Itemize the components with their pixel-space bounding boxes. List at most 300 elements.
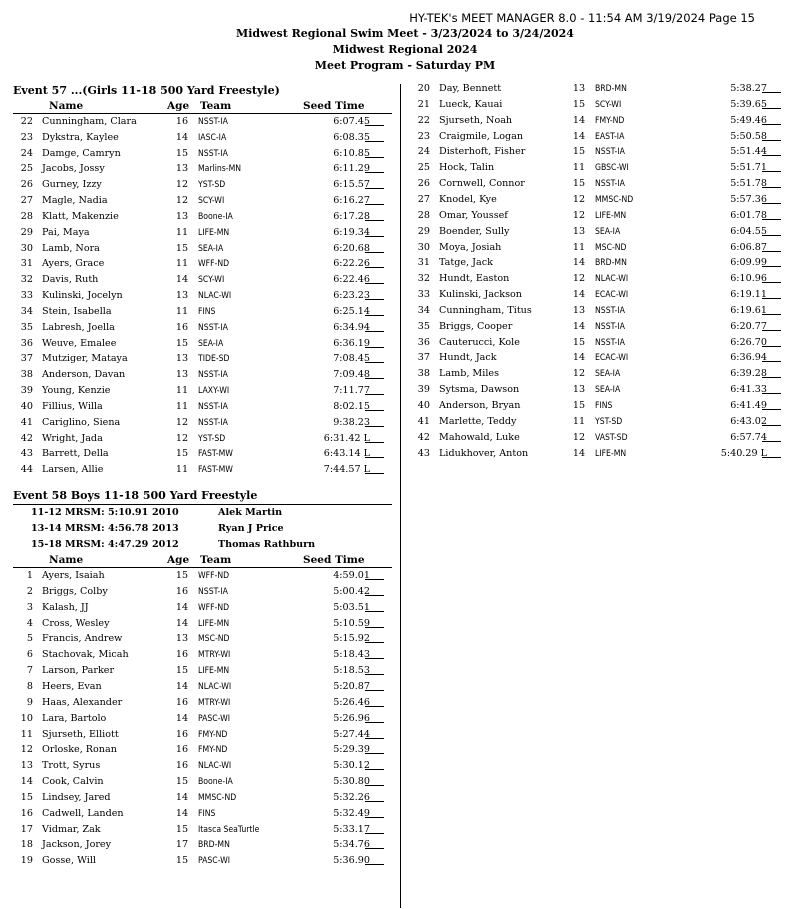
result-blank <box>762 208 781 220</box>
entry-number: 1 <box>26 570 33 581</box>
result-blank <box>762 144 781 156</box>
team-code: WFF-ND <box>198 571 230 581</box>
team-code: NLAC-WI <box>198 291 232 302</box>
table-row <box>9 161 394 177</box>
team-code: SEA-IA <box>198 243 224 254</box>
table-row <box>9 742 394 758</box>
swimmer-age: 14 <box>175 617 189 629</box>
result-blank <box>762 430 781 442</box>
table-row <box>9 774 394 790</box>
swimmer-age: 17 <box>175 839 189 851</box>
swimmer-name: Briggs, Colby <box>42 585 108 597</box>
entry-number: 31 <box>20 258 33 270</box>
team-code: NSST-IA <box>198 417 228 428</box>
result-blank <box>365 647 384 659</box>
seed-time: 7:08.45 <box>333 353 370 365</box>
seed-time: 5:20.87 <box>333 680 370 692</box>
entry-number: 37 <box>20 353 33 365</box>
team-code: MMSC-ND <box>595 194 634 205</box>
entry-number: 38 <box>20 369 33 381</box>
swimmer-name: Kalash, JJ <box>42 601 89 613</box>
result-blank <box>762 350 781 362</box>
seed-time: 5:49.46 <box>730 114 767 126</box>
table-row <box>406 271 791 287</box>
result-blank <box>365 742 384 754</box>
result-blank <box>762 113 781 125</box>
table-row <box>406 335 791 351</box>
entry-number: 34 <box>20 305 33 317</box>
team-code: FAST-MW <box>198 449 233 460</box>
seed-time: 5:51.44 <box>730 146 767 158</box>
table-row <box>9 272 394 288</box>
table-row <box>406 176 791 192</box>
swimmer-name: Lueck, Kauai <box>439 98 503 110</box>
table-row <box>406 319 791 335</box>
entry-number: 26 <box>20 179 33 191</box>
seed-time: 5:36.90 <box>333 855 370 867</box>
entry-number: 14 <box>20 776 33 788</box>
table-row <box>406 208 791 224</box>
seed-time: 6:16.27 <box>333 195 370 207</box>
swimmer-name: Labresh, Joella <box>42 321 115 333</box>
seed-time: 6:41.49 <box>730 400 767 411</box>
table-row <box>406 113 791 129</box>
result-blank <box>365 367 384 379</box>
swimmer-name: Pai, Maya <box>42 226 90 238</box>
meet-record <box>0 537 390 553</box>
swimmer-age: 14 <box>572 257 586 269</box>
entry-number: 43 <box>417 447 430 459</box>
table-row <box>406 430 791 446</box>
result-blank <box>762 240 781 252</box>
team-code: YST-SD <box>198 433 226 444</box>
swimmer-name: Kulinski, Jackson <box>439 289 522 301</box>
team-code: NSST-IA <box>198 322 228 333</box>
team-code: Boone-IA <box>198 777 233 788</box>
team-code: LAXY-WI <box>198 386 230 397</box>
entry-number: 2 <box>26 585 33 597</box>
swimmer-name: Mutziger, Mataya <box>42 353 128 365</box>
team-code: SCY-WI <box>198 196 225 207</box>
result-blank <box>762 97 781 109</box>
table-row <box>406 446 791 462</box>
table-row <box>9 256 394 272</box>
team-code: FAST-MW <box>198 465 233 476</box>
record-holder: Ryan J Price <box>218 523 284 534</box>
swimmer-age: 12 <box>572 209 586 221</box>
table-row <box>9 336 394 352</box>
entry-number: 9 <box>26 696 33 708</box>
col-age: Age <box>167 100 190 112</box>
col-name: Name <box>49 100 84 112</box>
record-time: 4:47.29 <box>108 539 149 550</box>
record-year: 2012 <box>152 539 179 550</box>
swimmer-age: 15 <box>175 337 189 349</box>
col-seed: Seed Time <box>303 100 365 112</box>
team-code: NSST-IA <box>198 148 228 159</box>
result-blank <box>365 336 384 348</box>
swimmer-name: Craigmile, Logan <box>439 130 524 142</box>
entry-number: 15 <box>20 791 33 803</box>
result-blank <box>762 81 781 93</box>
table-row <box>9 177 394 193</box>
result-blank <box>762 271 781 283</box>
col-age: Age <box>167 554 190 566</box>
entry-number: 30 <box>20 242 33 254</box>
swimmer-name: Hundt, Easton <box>439 273 510 285</box>
swimmer-age: 16 <box>175 649 189 661</box>
record-year: 2013 <box>152 523 179 534</box>
result-blank <box>365 161 384 173</box>
seed-time: 5:30.80 <box>333 776 370 788</box>
team-code: NSST-IA <box>198 370 228 381</box>
seed-time: 5:32.26 <box>333 791 370 803</box>
swimmer-name: Cunningham, Titus <box>439 304 532 316</box>
team-code: EAST-IA <box>595 131 625 142</box>
seed-time: 5:30.12 <box>333 760 370 772</box>
entry-number: 30 <box>417 241 430 253</box>
entry-number: 32 <box>417 273 430 285</box>
team-code: ECAC-WI <box>595 353 629 364</box>
swimmer-age: 12 <box>175 432 189 444</box>
seed-time: 5:27.44 <box>333 728 370 740</box>
entry-number: 13 <box>20 760 33 772</box>
swimmer-name: Cadwell, Landen <box>42 807 124 819</box>
swimmer-name: Omar, Youssef <box>439 209 508 221</box>
result-blank <box>762 414 781 426</box>
swimmer-name: Jacobs, Jossy <box>42 163 105 175</box>
table-row <box>406 81 791 97</box>
entry-number: 33 <box>20 290 33 302</box>
entry-number: 28 <box>417 209 430 221</box>
result-blank <box>365 193 384 205</box>
team-code: MTRY-WI <box>198 650 231 661</box>
swimmer-name: Lidukhover, Anton <box>439 447 529 459</box>
swimmer-name: Gosse, Will <box>42 855 96 867</box>
record-time: 5:10.91 <box>108 507 149 518</box>
team-code: SEA-IA <box>595 385 621 396</box>
team-code: FINS <box>198 306 216 317</box>
swimmer-name: Lamb, Miles <box>439 368 499 380</box>
team-code: SEA-IA <box>595 369 621 380</box>
seed-time: 6:43.14 L <box>323 448 370 460</box>
table-row <box>9 431 394 447</box>
column-divider <box>400 84 401 908</box>
seed-time: 6:11.29 <box>333 163 370 175</box>
swimmer-age: 14 <box>175 680 189 692</box>
result-blank <box>365 130 384 142</box>
entry-number: 6 <box>26 649 33 661</box>
swimmer-age: 16 <box>175 744 189 756</box>
team-code: LIFE-MN <box>198 227 230 238</box>
team-code: BRD-MN <box>595 258 627 269</box>
swimmer-age: 16 <box>175 321 189 333</box>
result-blank <box>762 176 781 188</box>
entry-number: 25 <box>417 162 430 174</box>
table-row <box>406 414 791 430</box>
team-code: NSST-IA <box>595 321 625 332</box>
swimmer-age: 13 <box>572 83 586 94</box>
team-code: IASC-IA <box>198 132 227 143</box>
result-blank <box>365 679 384 691</box>
entry-number: 7 <box>26 665 33 677</box>
swimmer-name: Cariglino, Siena <box>42 416 121 428</box>
swimmer-age: 14 <box>572 289 586 301</box>
swimmer-age: 16 <box>175 760 189 772</box>
seed-time: 5:10.59 <box>333 617 370 629</box>
swimmer-age: 15 <box>175 665 189 677</box>
team-code: GBSC-WI <box>595 163 629 174</box>
col-name: Name <box>49 554 84 566</box>
seed-time: 5:38.27 <box>730 83 767 94</box>
seed-time: 6:22.46 <box>333 274 370 286</box>
col-seed: Seed Time <box>303 554 365 566</box>
swimmer-age: 13 <box>175 633 189 645</box>
swimmer-name: Anderson, Bryan <box>439 400 521 411</box>
result-blank <box>365 272 384 284</box>
result-blank <box>762 335 781 347</box>
record-year: 2010 <box>152 507 179 518</box>
entry-number: 10 <box>20 712 33 724</box>
seed-time: 6:41.33 <box>730 384 767 396</box>
seed-time: 5:51.71 <box>730 162 767 174</box>
team-code: TIDE-SD <box>198 354 230 365</box>
table-row <box>9 695 394 711</box>
result-blank <box>365 446 384 458</box>
team-code: FMY-ND <box>198 729 228 740</box>
entry-number: 36 <box>20 337 33 349</box>
result-blank <box>762 160 781 172</box>
result-blank <box>365 774 384 786</box>
result-blank <box>762 382 781 394</box>
entry-number: 36 <box>417 336 430 348</box>
table-row <box>9 853 394 869</box>
swimmer-age: 13 <box>572 304 586 316</box>
col-team: Team <box>200 554 232 566</box>
record-holder: Thomas Rathburn <box>218 539 316 550</box>
seed-time: 6:26.70 <box>730 336 767 348</box>
swimmer-name: Briggs, Cooper <box>439 320 513 332</box>
result-blank <box>365 177 384 189</box>
table-row <box>406 255 791 271</box>
result-blank <box>762 366 781 378</box>
swimmer-name: Knodel, Kye <box>439 193 497 205</box>
seed-time: 6:22.26 <box>333 258 370 270</box>
seed-time: 6:17.28 <box>333 210 370 222</box>
swimmer-age: 13 <box>175 290 189 302</box>
table-row <box>9 146 394 162</box>
team-code: Marlins-MN <box>198 164 242 175</box>
result-blank <box>365 663 384 675</box>
table-row <box>9 679 394 695</box>
team-code: FMY-ND <box>198 745 228 756</box>
seed-time: 5:29.39 <box>333 744 370 756</box>
result-blank <box>365 114 384 126</box>
event-58-title: Event 58 Boys 11-18 500 Yard Freestyle <box>13 489 258 502</box>
swimmer-name: Sjurseth, Noah <box>439 114 513 126</box>
entry-number: 11 <box>20 728 33 740</box>
swimmer-age: 14 <box>175 601 189 613</box>
result-blank <box>365 600 384 612</box>
entry-number: 29 <box>20 226 33 238</box>
seed-time: 5:39.65 <box>730 98 767 110</box>
team-code: FINS <box>198 808 216 819</box>
entry-number: 42 <box>20 432 33 444</box>
team-code: MMSC-ND <box>198 792 237 803</box>
result-blank <box>762 303 781 315</box>
swimmer-age: 11 <box>572 162 586 174</box>
swimmer-name: Davis, Ruth <box>42 274 99 286</box>
result-blank <box>762 446 781 458</box>
seed-time: 6:23.23 <box>333 290 370 302</box>
table-row <box>9 288 394 304</box>
entry-number: 24 <box>20 147 33 159</box>
team-code: SEA-IA <box>595 226 621 237</box>
table-row <box>9 351 394 367</box>
swimmer-age: 13 <box>175 369 189 381</box>
team-code: NSST-IA <box>595 305 625 316</box>
seed-time: 5:18.53 <box>333 665 370 677</box>
result-blank <box>365 711 384 723</box>
software-header: HY-TEK's MEET MANAGER 8.0 - 11:54 AM 3/19/2024 Page 15 <box>409 11 755 25</box>
entry-number: 3 <box>26 601 33 613</box>
seed-time: 6:07.45 <box>333 116 370 127</box>
swimmer-name: Ayers, Grace <box>42 258 105 270</box>
team-code: WFF-ND <box>198 259 230 270</box>
table-row <box>9 225 394 241</box>
swimmer-age: 15 <box>175 776 189 788</box>
entry-number: 27 <box>417 193 430 205</box>
seed-time: 5:33.17 <box>333 823 370 835</box>
swimmer-age: 15 <box>175 570 189 581</box>
team-code: BRD-MN <box>595 84 627 94</box>
table-row <box>9 114 394 130</box>
team-code: LIFE-MN <box>198 618 230 629</box>
swimmer-age: 14 <box>572 114 586 126</box>
swimmer-name: Lindsey, Jared <box>42 791 111 803</box>
table-row <box>9 130 394 146</box>
team-code: SCY-WI <box>595 99 622 110</box>
seed-time: 5:51.78 <box>730 178 767 190</box>
seed-time: 6:43.02 <box>730 415 767 427</box>
table-row <box>406 160 791 176</box>
entry-number: 18 <box>20 839 33 851</box>
table-row <box>9 568 394 584</box>
swimmer-name: Lara, Bartolo <box>42 712 107 724</box>
swimmer-age: 16 <box>175 728 189 740</box>
seed-time: 6:19.11 <box>730 289 767 301</box>
entry-number: 41 <box>20 416 33 428</box>
swimmer-name: Boender, Sully <box>439 225 510 237</box>
team-code: NLAC-WI <box>198 681 232 692</box>
seed-time: 5:26.96 <box>333 712 370 724</box>
seed-time: 6:36.19 <box>333 337 370 349</box>
swimmer-age: 14 <box>572 447 586 459</box>
swimmer-age: 15 <box>572 400 586 411</box>
entry-number: 44 <box>20 464 33 476</box>
entry-number: 42 <box>417 431 430 443</box>
swimmer-age: 13 <box>175 210 189 222</box>
table-row <box>9 209 394 225</box>
result-blank <box>762 129 781 141</box>
entry-number: 24 <box>417 146 430 158</box>
swimmer-age: 12 <box>175 416 189 428</box>
table-row <box>406 382 791 398</box>
swimmer-name: Mahowald, Luke <box>439 431 520 443</box>
swimmer-name: Cross, Wesley <box>42 617 110 629</box>
table-row <box>9 383 394 399</box>
swimmer-age: 12 <box>175 195 189 207</box>
entry-number: 8 <box>26 680 33 692</box>
seed-time: 6:19.34 <box>333 226 370 238</box>
swimmer-name: Sytsma, Dawson <box>439 384 520 396</box>
record-holder: Alek Martin <box>218 507 283 518</box>
seed-time: 8:02.15 <box>333 400 370 412</box>
seed-time: 6:31.42 L <box>323 432 370 444</box>
swimmer-name: Heers, Evan <box>42 680 102 692</box>
swimmer-age: 15 <box>175 448 189 460</box>
table-row <box>406 287 791 303</box>
entry-number: 4 <box>26 617 33 629</box>
swimmer-age: 15 <box>572 146 586 158</box>
entry-number: 29 <box>417 225 430 237</box>
result-blank <box>365 695 384 707</box>
table-row <box>9 822 394 838</box>
table-row <box>9 241 394 257</box>
swimmer-age: 11 <box>175 258 189 270</box>
swimmer-name: Wright, Jada <box>42 432 103 444</box>
team-code: NSST-IA <box>595 337 625 348</box>
entry-number: 23 <box>417 130 430 142</box>
swimmer-age: 12 <box>572 431 586 443</box>
entry-number: 22 <box>20 116 33 127</box>
seed-time: 6:15.57 <box>333 179 370 191</box>
record-time: 4:56.78 <box>108 523 149 534</box>
entry-number: 35 <box>20 321 33 333</box>
record-label: 13-14 MRSM: <box>31 523 105 534</box>
swimmer-name: Francis, Andrew <box>42 633 123 645</box>
result-blank <box>762 287 781 299</box>
result-blank <box>762 255 781 267</box>
result-blank <box>365 399 384 411</box>
table-row <box>9 790 394 806</box>
team-code: FINS <box>595 401 613 411</box>
swimmer-name: Cunningham, Clara <box>42 116 137 127</box>
result-blank <box>365 225 384 237</box>
swimmer-name: Larson, Parker <box>42 665 115 677</box>
result-blank <box>365 351 384 363</box>
swimmer-name: Young, Kenzie <box>42 385 111 397</box>
result-blank <box>365 209 384 221</box>
team-code: Boone-IA <box>198 211 233 222</box>
team-code: BRD-MN <box>198 840 230 851</box>
entry-number: 28 <box>20 210 33 222</box>
seed-time: 5:26.46 <box>333 696 370 708</box>
result-blank <box>365 822 384 834</box>
team-code: MSC-ND <box>198 634 230 645</box>
table-row <box>9 647 394 663</box>
swimmer-age: 15 <box>572 336 586 348</box>
table-row <box>9 446 394 462</box>
table-row <box>9 616 394 632</box>
seed-time: 6:34.94 <box>333 321 370 333</box>
seed-time: 5:34.76 <box>333 839 370 851</box>
team-code: YST-SD <box>198 180 226 191</box>
result-blank <box>365 256 384 268</box>
team-code: Itasca SeaTurtle <box>198 824 260 835</box>
swimmer-name: Day, Bennett <box>439 83 502 94</box>
entry-number: 22 <box>417 114 430 126</box>
